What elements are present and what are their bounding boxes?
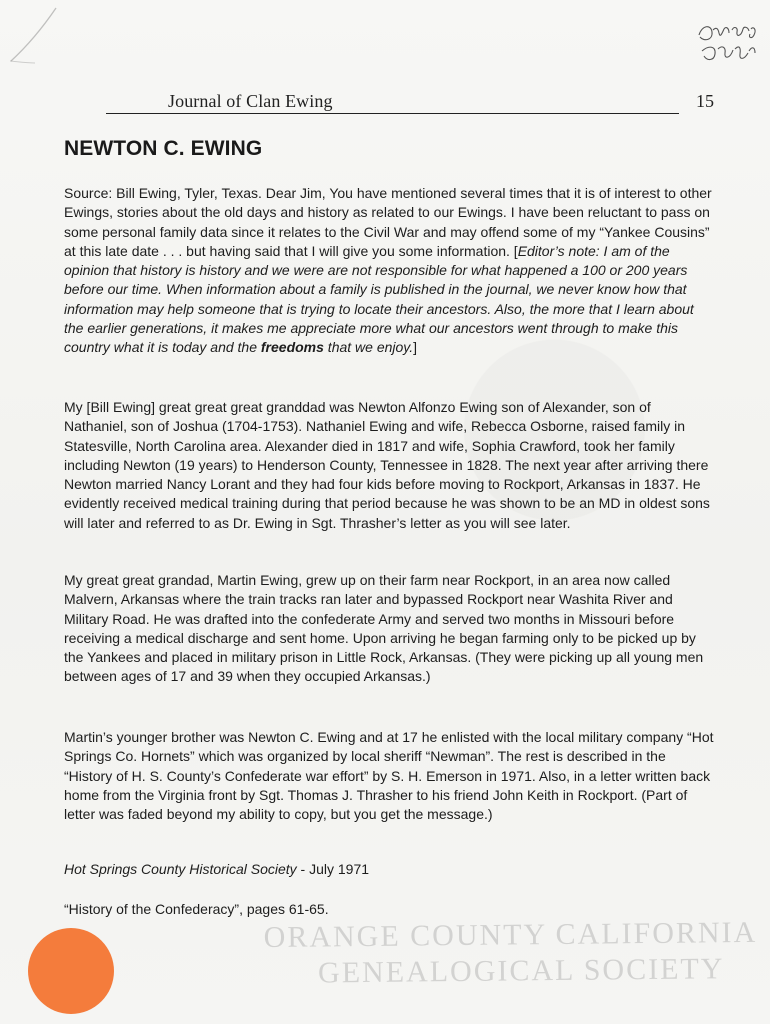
bleed-through-text — [326, 56, 646, 80]
page-number: 15 — [696, 91, 714, 111]
citation-date: - July 1971 — [296, 861, 370, 877]
citation-line — [64, 860, 714, 879]
page-header — [106, 88, 716, 116]
freedoms-emphasis: freedoms — [260, 339, 324, 356]
pencil-mark — [8, 4, 76, 66]
history-reference: “History of the Confederacy”, pages 61-65. — [64, 901, 329, 917]
editor-note-end: that we enjoy. — [323, 339, 414, 356]
stamp-line-1: ORANGE COUNTY CALIFORNIA — [263, 915, 758, 955]
header-rule — [106, 113, 679, 114]
orange-circle-marker — [28, 928, 114, 1014]
stamp-line-2: GENEALOGICAL SOCIETY — [317, 952, 725, 990]
martin-ewing-paragraph: My great great grandad, Martin Ewing, grew up on their farm near Rockport, in an area now called Malvern, Arkansas where the train tracks ran later and bypassed Rockport near Washita River and Military Road. He was drafted into the confederate Army and served two months in Missouri before receiving a medical discharge and sent home. Upon arriving he began farming only to be picked up by the Yankees and placed in military prison in Little Rock, Arkansas. (They were picking up all young men between ages of 17 and 39 when they occupied Arkansas.) — [64, 572, 704, 685]
editor-note-close: ] — [413, 339, 418, 356]
article-title: NEWTON C. EWING — [64, 137, 263, 160]
handwritten-ewing-family-note — [691, 11, 761, 69]
editor-note: Editor’s note: I am of the opinion that history is history and we were are not responsible for what happened a 100 or 200 years before our time. When information about a family is published in the journal, we never know how that information may help someone that is trying to locate their ancestors. Also, the more that I learn about the earlier generations, it makes me appreciate more what our ancestors went through to make this country what it is today and the — [64, 242, 694, 356]
source-paragraph — [64, 184, 714, 358]
source-paragraph-lead: Source: Bill Ewing, Tyler, Texas. Dear Jim, You have mentioned several times that it is of interest to other Ewings, stories about the old days and history as related to our Ewings. I have been reluctant to pass on some personal family data since it relates to the Civil War and may offend some of my “Yankee Cousins” at this late date . . . but having said that I will give you some information. [ — [64, 185, 712, 259]
ancestry-paragraph: My [Bill Ewing] great great great granddad was Newton Alfonzo Ewing son of Alexander, son of Nathaniel, son of Joshua (1704-1753). Nathaniel Ewing and wife, Rebecca Osborne, raised family in Statesville, North Carolina area. Alexander died in 1817 and wife, Sophia Crawford, took her family including Newton (19 years) to Henderson County, Tennessee in 1828. The next year after arriving there Newton married Nancy Lorant and they had four kids before moving to Rockport, Arkansas in 1837. He evidently received medical training during that period because he was shown to be an MD in oldest sons will later and referred to as Dr. Ewing in Sgt. Thrasher’s letter as you will see later. — [64, 399, 710, 531]
library-stamp — [263, 915, 758, 1011]
citation-source: Hot Springs County Historical Society — [64, 861, 297, 877]
newton-ewing-paragraph: Martin’s younger brother was Newton C. Ewing and at 17 he enlisted with the local military company “Hot Springs Co. Hornets” which was organized by local sheriff “Newman”. The rest is described in the “History of H. S. County’s Confederate war effort” by S. H. Emerson in 1971. Also, in a letter written back home from the Virginia front by Sgt. Thomas J. Thrasher to his friend John Keith in Rockport. (Part of letter was faded beyond my ability to copy, but you get the message.) — [64, 729, 714, 823]
journal-title: Journal of Clan Ewing — [168, 91, 333, 111]
